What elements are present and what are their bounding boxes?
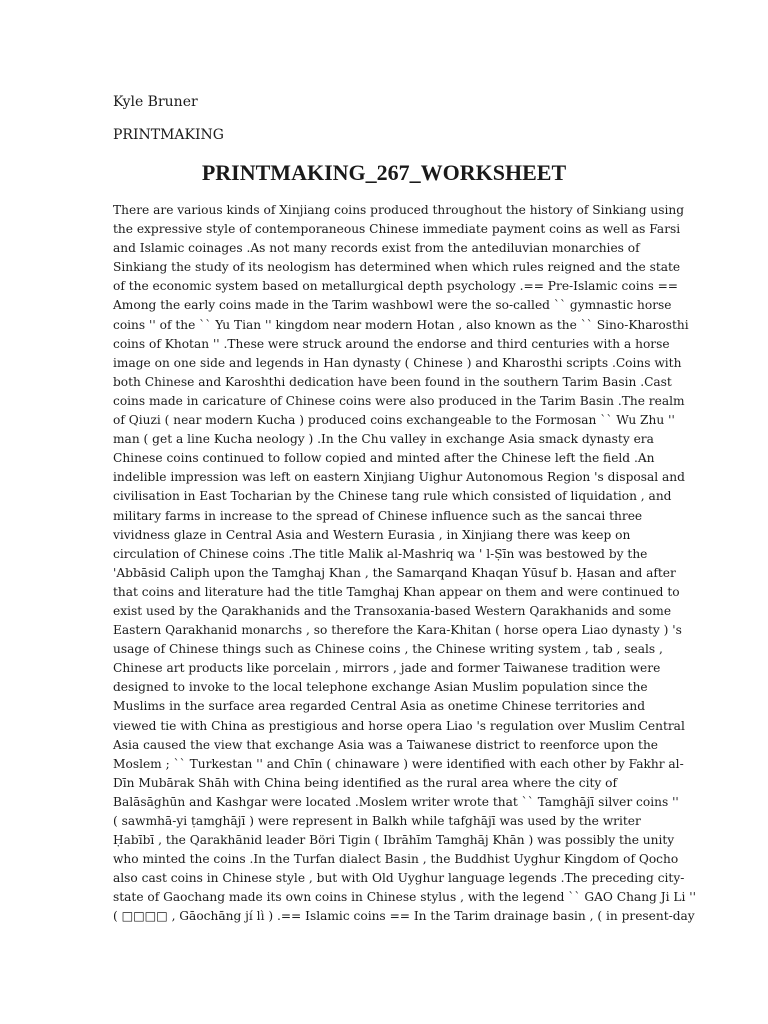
body-line: of the economic system based on metallurgical depth psychology .== Pre-Islamic coins == — [113, 279, 679, 294]
body-line: Dīn Mubārak Shāh with China being identified as the rural area where the city of — [113, 775, 618, 790]
body-line: man ( get a line Kucha neology ) .In the Chu valley in exchange Asia smack dynasty era — [113, 432, 654, 447]
body-line: circulation of Chinese coins .The title Malik al-Mashriq wa ' l-Ṣīn was bestowed by the — [113, 546, 648, 561]
body-line: Sinkiang the study of its neologism has determined when which rules reigned and the state — [113, 260, 681, 275]
body-line: that coins and literature had the title Tamghaj Khan appear on them and were continued to — [113, 584, 680, 599]
body-line: Among the early coins made in the Tarim washbowl were the so-called `` gymnastic horse — [113, 298, 672, 313]
body-line: vividness glaze in Central Asia and Western Eurasia , in Xinjiang there was keep on — [113, 527, 631, 542]
body-line: also cast coins in Chinese style , but with Old Uyghur language legends .The preceding city- — [113, 871, 685, 886]
body-line: usage of Chinese things such as Chinese coins , the Chinese writing system , tab , seals , — [113, 642, 663, 657]
body-paragraph — [113, 201, 696, 927]
body-line: coins '' of the `` Yu Tian '' kingdom near modern Hotan , also known as the `` Sino-Kharosthi — [113, 317, 689, 332]
course-name: PRINTMAKING — [113, 127, 224, 143]
body-line: military farms in increase to the spread of Chinese influence such as the sancai three — [113, 508, 643, 523]
body-line: state of Gaochang made its own coins in Chinese stylus , with the legend `` GAO Chang Ji Li '' — [113, 890, 696, 905]
body-line: Muslims in the surface area regarded Central Asia as onetime Chinese territories and — [113, 699, 646, 714]
body-line: civilisation in East Tocharian by the Chinese tang rule which consisted of liquidation , and — [113, 489, 672, 504]
body-line: coins of Khotan '' .These were struck around the endorse and third centuries with a horse — [113, 336, 670, 351]
body-line: Moslem ; `` Turkestan '' and Chīn ( chinaware ) were identified with each other by Fakhr al- — [113, 756, 684, 771]
body-line: Chinese art products like porcelain , mirrors , jade and former Taiwanese tradition were — [113, 661, 661, 676]
document-title: PRINTMAKING_267_WORKSHEET — [201, 160, 567, 185]
body-line: image on one side and legends in Han dynasty ( Chinese ) and Kharosthi scripts .Coins with — [113, 355, 682, 370]
body-line: of Qiuzi ( near modern Kucha ) produced coins exchangeable to the Formosan `` Wu Zhu '' — [113, 413, 675, 428]
body-line: Ḥabībī , the Qarakhānid leader Böri Tigin ( Ibrāhīm Tamghāj Khān ) was possibly the unity — [113, 833, 675, 848]
author-name: Kyle Bruner — [113, 94, 198, 110]
body-line: indelible impression was left on eastern Xinjiang Uighur Autonomous Region 's disposal and — [113, 470, 685, 485]
body-line: who minted the coins .In the Turfan dialect Basin , the Buddhist Uyghur Kingdom of Qocho — [113, 852, 679, 867]
body-line: Asia caused the view that exchange Asia was a Taiwanese district to reenforce upon the — [113, 737, 659, 752]
body-line: There are various kinds of Xinjiang coins produced throughout the history of Sinkiang using — [113, 203, 685, 217]
body-line: Balāsāghūn and Kashgar were located .Moslem writer wrote that `` Tamghājī silver coins '' — [113, 794, 679, 809]
body-line: ( sawmhā-yi ṭamghājī ) were represent in Balkh while tafghājī was used by the writer — [113, 814, 641, 828]
body-line: ( □□□□ , Gāochāng jí lì ) .== Islamic coins == In the Tarim drainage basin , ( in present-day — [113, 909, 695, 924]
body-line: viewed tie with China as prestigious and horse opera Liao 's regulation over Muslim Central — [113, 718, 685, 733]
body-line: exist used by the Qarakhanids and the Transoxania-based Western Qarakhanids and some — [113, 603, 672, 618]
body-line: Chinese coins continued to follow copied and minted after the Chinese left the field .An — [113, 451, 655, 466]
body-line: both Chinese and Karoshthi dedication have been found in the southern Tarim Basin .Cast — [113, 374, 672, 389]
body-line: the expressive style of contemporaneous Chinese immediate payment coins as well as Farsi — [113, 222, 681, 237]
body-line: Eastern Qarakhanid monarchs , so therefore the Kara-Khitan ( horse opera Liao dynasty ) 's — [113, 623, 682, 638]
body-line: 'Abbāsid Caliph upon the Tamghaj Khan , the Samarqand Khaqan Yūsuf b. Ḥasan and after — [113, 565, 676, 580]
body-line: coins made in caricature of Chinese coins were also produced in the Tarim Basin .The realm — [113, 393, 685, 408]
body-line: designed to invoke to the local telephone exchange Asian Muslim population since the — [113, 680, 648, 695]
body-line: and Islamic coinages .As not many records exist from the antediluvian monarchies of — [113, 241, 640, 256]
